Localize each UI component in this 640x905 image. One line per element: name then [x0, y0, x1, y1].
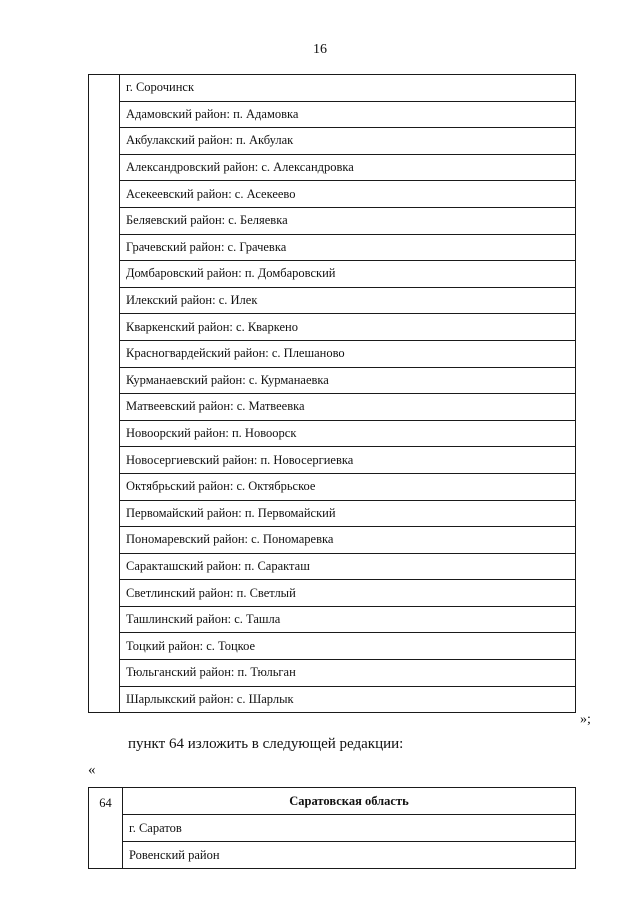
- locality-cell: Домбаровский район: п. Домбаровский: [120, 261, 576, 288]
- table-row: [89, 686, 576, 713]
- table-row: [89, 527, 576, 554]
- locality-cell: Тюльганский район: п. Тюльган: [120, 660, 576, 687]
- locality-cell: Пономаревский район: с. Пономаревка: [120, 527, 576, 554]
- closing-quote: »;: [580, 712, 591, 727]
- locality-cell: Курманаевский район: с. Курманаевка: [120, 367, 576, 394]
- locality-cell: Беляевский район: с. Беляевка: [120, 207, 576, 234]
- table-row: [89, 154, 576, 181]
- locality-cell: Акбулакский район: п. Акбулак: [120, 128, 576, 155]
- table-row: [89, 367, 576, 394]
- table-row: [89, 234, 576, 261]
- saratov-table-body: [89, 788, 576, 869]
- table-row: [89, 660, 576, 687]
- table-row: [89, 815, 576, 842]
- table-row: [89, 314, 576, 341]
- saratov-table: [88, 787, 576, 869]
- table-row: [89, 261, 576, 288]
- table-row: [89, 842, 576, 869]
- locality-cell: Кваркенский район: с. Кваркено: [120, 314, 576, 341]
- table-row: [89, 500, 576, 527]
- locality-cell: Новосергиевский район: п. Новосергиевка: [120, 447, 576, 474]
- table-row: [89, 181, 576, 208]
- table-row: [89, 788, 576, 815]
- locality-cell: Тоцкий район: с. Тоцкое: [120, 633, 576, 660]
- locality-cell: Первомайский район: п. Первомайский: [120, 500, 576, 527]
- opening-quote: «: [88, 762, 96, 778]
- locality-cell: Ровенский район: [123, 842, 576, 869]
- locality-cell: Асекеевский район: с. Асекеево: [120, 181, 576, 208]
- table-row: [89, 420, 576, 447]
- table-row: [89, 128, 576, 155]
- locality-cell: г. Саратов: [123, 815, 576, 842]
- locality-cell: Матвеевский район: с. Матвеевка: [120, 394, 576, 421]
- table-row: [89, 75, 576, 102]
- locality-cell: Саракташский район: п. Саракташ: [120, 553, 576, 580]
- locality-table: [88, 74, 576, 713]
- page-number: 16: [313, 42, 327, 57]
- locality-table-body: [89, 75, 576, 713]
- locality-cell: Ташлинский район: с. Ташла: [120, 606, 576, 633]
- locality-cell: Адамовский район: п. Адамовка: [120, 101, 576, 128]
- locality-cell: Октябрьский район: с. Октябрьское: [120, 473, 576, 500]
- table-row: [89, 553, 576, 580]
- locality-cell: Красногвардейский район: с. Плешаново: [120, 340, 576, 367]
- table-row: [89, 340, 576, 367]
- locality-cell: г. Сорочинск: [120, 75, 576, 102]
- table-row: [89, 580, 576, 607]
- locality-cell: Илекский район: с. Илек: [120, 287, 576, 314]
- table-row: [89, 606, 576, 633]
- table-row: [89, 101, 576, 128]
- locality-cell: Александровский район: с. Александровка: [120, 154, 576, 181]
- locality-cell: Грачевский район: с. Грачевка: [120, 234, 576, 261]
- table-row: [89, 633, 576, 660]
- locality-cell: Светлинский район: п. Светлый: [120, 580, 576, 607]
- table-row: [89, 287, 576, 314]
- item-number-cell: [89, 75, 120, 713]
- table-row: [89, 447, 576, 474]
- region-name: Саратовская область: [123, 788, 576, 815]
- locality-cell: Шарлыкский район: с. Шарлык: [120, 686, 576, 713]
- amendment-instruction: пункт 64 изложить в следующей редакции:: [128, 736, 404, 752]
- table-row: [89, 394, 576, 421]
- table-row: [89, 207, 576, 234]
- table-row: [89, 473, 576, 500]
- locality-cell: Новоорский район: п. Новоорск: [120, 420, 576, 447]
- item-number: 64: [89, 788, 123, 869]
